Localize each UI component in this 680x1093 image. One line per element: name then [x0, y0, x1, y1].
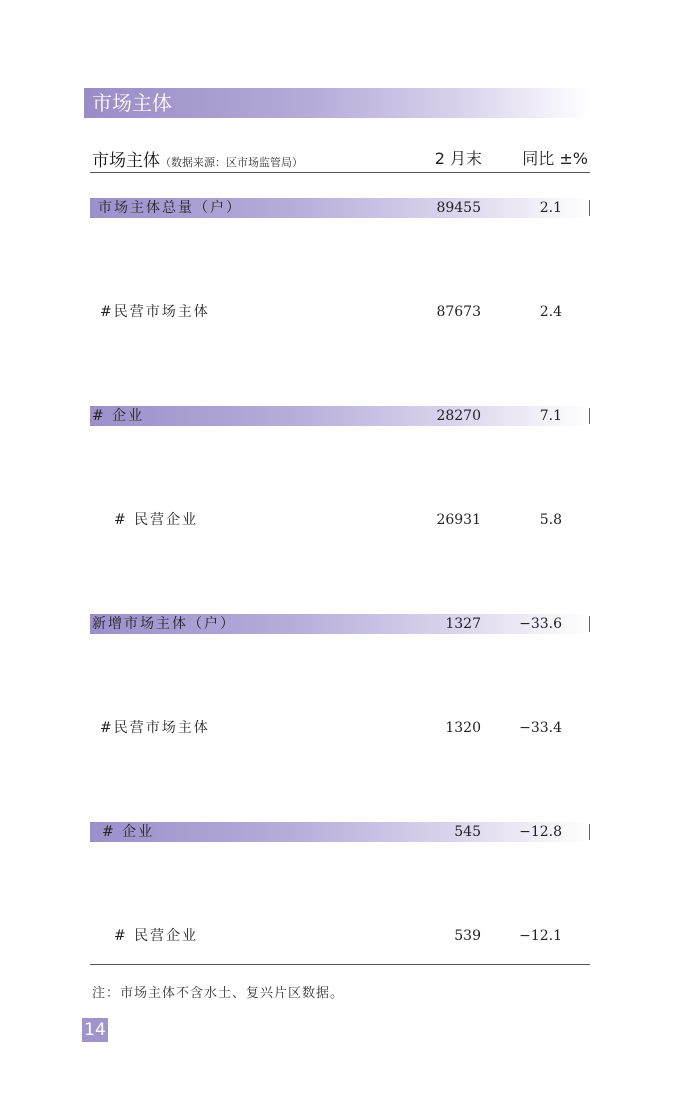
row-value-month-end: 1327: [445, 616, 481, 632]
row-label: 新增市场主体（户）: [92, 616, 236, 632]
table-bottom-rule: [90, 964, 590, 965]
page-number: 14: [82, 1018, 108, 1042]
row-value-month-end: 87673: [436, 304, 481, 320]
row-value-yoy: 2.1: [539, 200, 562, 216]
row-value-month-end: 545: [454, 824, 481, 840]
section-title: 市场主体: [92, 91, 172, 115]
row-value-month-end: 89455: [436, 200, 481, 216]
row-value-month-end: 1320: [445, 720, 481, 736]
row-label: 市场主体总量（户）: [98, 200, 242, 216]
table-row-total-market-entities: [90, 198, 590, 218]
column-header-yoy: 同比 ±%: [522, 149, 588, 168]
row-value-month-end: 26931: [436, 512, 481, 528]
column-header-month-end: 2 月末: [434, 149, 482, 168]
row-label: # 民营企业: [114, 512, 199, 528]
row-value-month-end: 28270: [436, 408, 481, 424]
row-value-yoy: −33.6: [519, 616, 562, 632]
row-value-month-end: 539: [454, 928, 481, 944]
table-row-private-enterprises: [90, 510, 590, 530]
table-top-rule: [90, 172, 590, 173]
row-value-yoy: −33.4: [519, 720, 562, 736]
table-row-new-private-enterprises: [90, 926, 590, 946]
row-value-yoy: 7.1: [539, 408, 562, 424]
row-value-yoy: −12.1: [519, 928, 562, 944]
row-label: #民营市场主体: [100, 304, 210, 320]
footnote: 注：市场主体不含水土、复兴片区数据。: [92, 986, 345, 1001]
table-row-enterprises: [90, 406, 590, 426]
table-header-title: [92, 146, 303, 171]
row-value-yoy: 5.8: [539, 512, 562, 528]
table-row-new-enterprises: [90, 822, 590, 842]
row-label: #民营市场主体: [100, 720, 210, 736]
row-value-yoy: −12.8: [519, 824, 562, 840]
table-row-new-private-market-entities: [90, 718, 590, 738]
data-source-note: （数据来源：区市场监管局）: [160, 156, 303, 169]
row-label: # 企业: [102, 824, 155, 840]
row-label: # 企业: [92, 408, 145, 424]
table-row-private-market-entities: [90, 302, 590, 322]
table-title: 市场主体: [92, 151, 160, 171]
table-row-new-market-entities: [90, 614, 590, 634]
row-value-yoy: 2.4: [539, 304, 562, 320]
row-label: # 民营企业: [114, 928, 199, 944]
table-header: [90, 144, 590, 172]
